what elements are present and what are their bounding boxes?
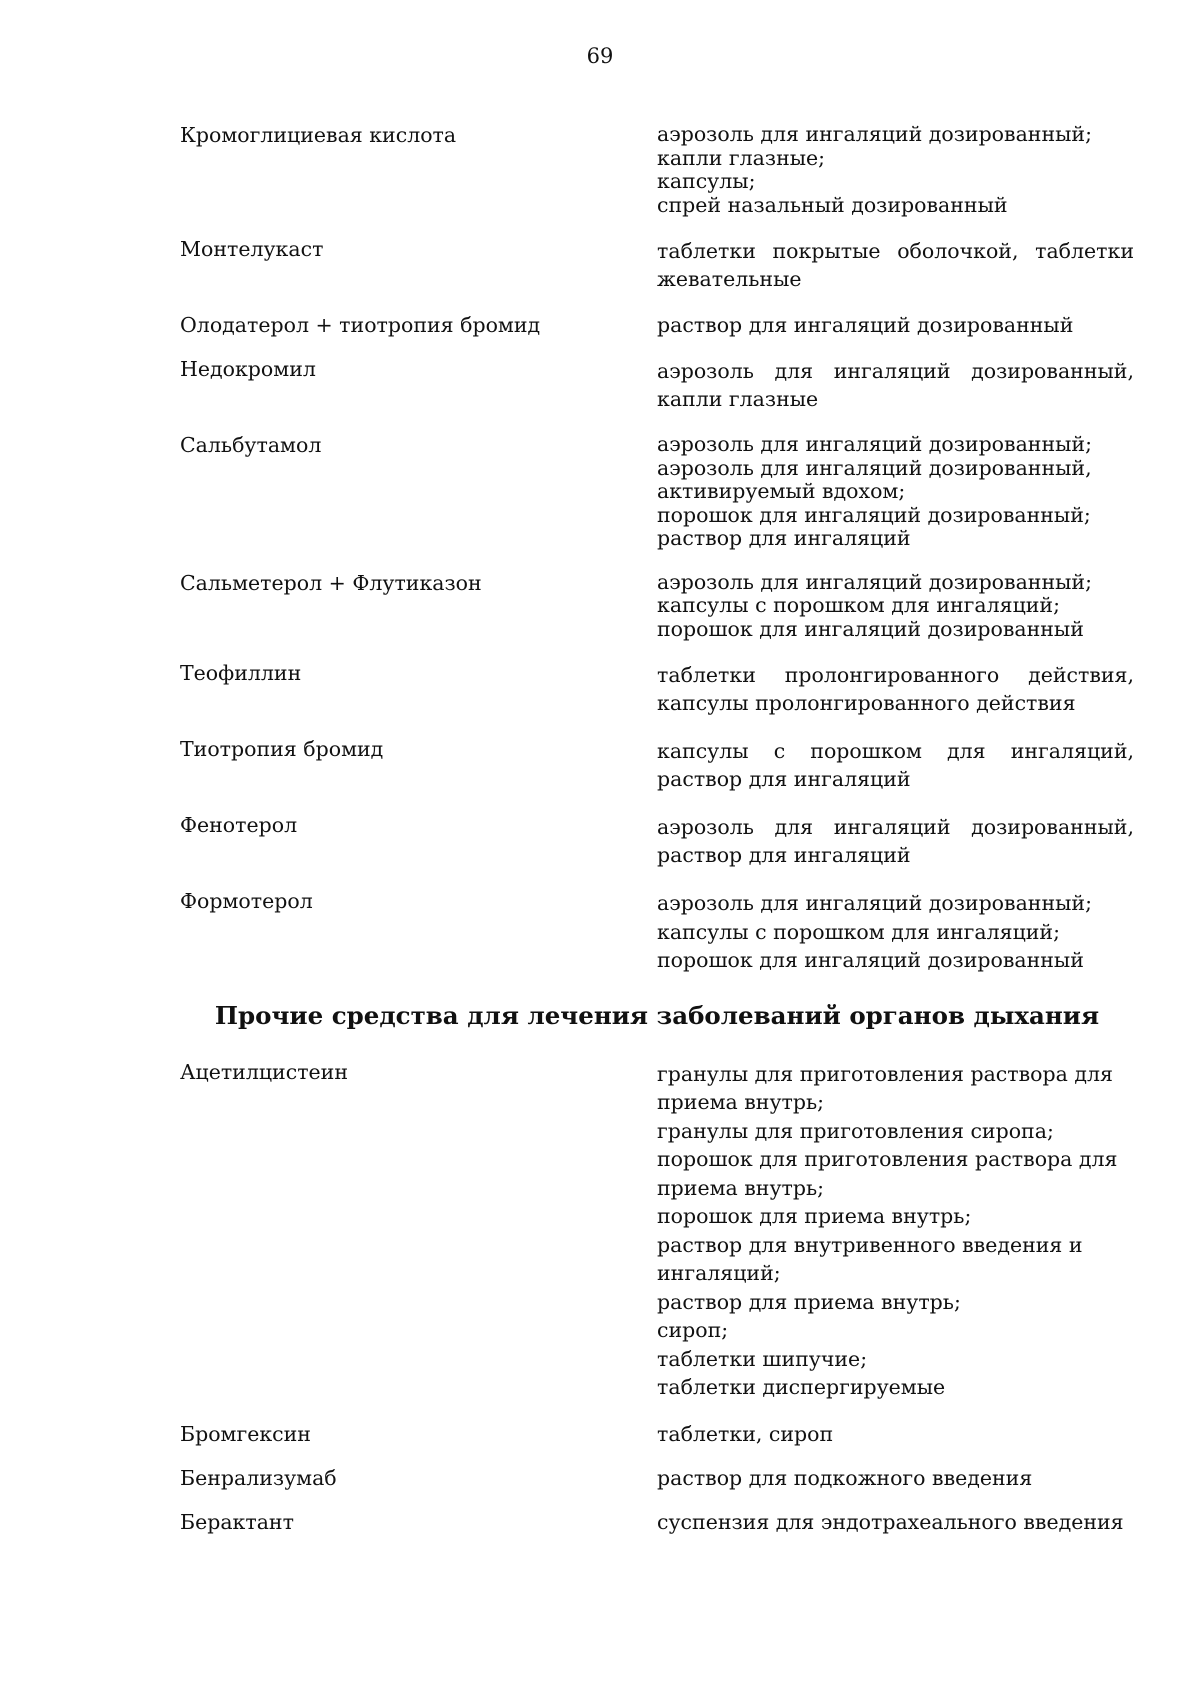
dosage-forms <box>657 813 1134 869</box>
drug-row <box>180 237 1134 293</box>
drug-name: Олодатерол + тиотропия бромид <box>180 313 541 337</box>
dosage-form: капли глазные; <box>657 145 826 170</box>
dosage-form: капсулы с порошком для ингаляций; <box>657 919 1060 944</box>
dosage-form: таблетки пролонгированного действия, капсулы пролонгированного действия <box>657 663 1134 715</box>
dosage-form: спрей назальный дозированный <box>657 192 1008 217</box>
dosage-form: приема внутрь; <box>657 1090 825 1114</box>
dosage-form: раствор для приема внутрь; <box>657 1289 961 1314</box>
dosage-form: аэрозоль для ингаляций дозированный, капли глазные <box>657 359 1134 411</box>
dosage-form: порошок для ингаляций дозированный; <box>657 502 1091 527</box>
drug-row <box>180 1060 1134 1402</box>
dosage-form: приема внутрь; <box>657 1175 825 1200</box>
dosage-form: аэрозоль для ингаляций дозированный, раствор для ингаляций <box>657 815 1134 867</box>
dosage-form: порошок для приема внутрь; <box>657 1204 972 1228</box>
dosage-form: аэрозоль для ингаляций дозированный; <box>657 432 1093 456</box>
page-number: 69 <box>586 44 614 68</box>
dosage-form: таблетки шипучие; <box>657 1346 868 1371</box>
dosage-form: раствор для ингаляций дозированный <box>657 313 1074 337</box>
dosage-forms <box>657 123 1134 217</box>
dosage-form: таблетки, сироп <box>657 1421 834 1446</box>
drug-name: Кромоглициевая кислота <box>180 123 457 147</box>
dosage-form: раствор для внутривенного введения и <box>657 1232 1083 1257</box>
dosage-form: ингаляций; <box>657 1261 781 1285</box>
drug-name: Бенрализумаб <box>180 1465 337 1490</box>
dosage-form: раствор для подкожного введения <box>657 1465 1033 1490</box>
dosage-form: аэрозоль для ингаляций дозированный, <box>657 455 1092 480</box>
drug-row <box>180 433 1134 551</box>
drug-row <box>180 813 1134 869</box>
dosage-forms <box>657 889 1134 975</box>
drug-name: Недокромил <box>180 357 316 381</box>
dosage-form: порошок для ингаляций дозированный <box>657 616 1084 641</box>
drug-name: Сальметерол + Флутиказон <box>180 570 482 595</box>
dosage-form: капсулы с порошком для ингаляций; <box>657 593 1060 617</box>
drug-row <box>180 889 1134 975</box>
dosage-form: таблетки покрытые оболочкой, таблетки жевательные <box>657 239 1134 291</box>
drug-name: Ацетилцистеин <box>180 1059 348 1084</box>
dosage-form: таблетки диспергируемые <box>657 1375 946 1399</box>
dosage-forms <box>657 1060 1134 1402</box>
dosage-form: активируемый вдохом; <box>657 479 906 503</box>
drug-name: Берактант <box>180 1509 294 1534</box>
dosage-form: порошок для ингаляций дозированный <box>657 948 1084 972</box>
drug-name: Сальбутамол <box>180 433 322 457</box>
drug-row <box>180 1422 1134 1446</box>
dosage-forms <box>657 237 1134 293</box>
dosage-forms <box>657 433 1134 551</box>
dosage-forms <box>657 737 1134 793</box>
dosage-form: капсулы с порошком для ингаляций, раствор для ингаляций <box>657 739 1134 791</box>
section-heading: Прочие средства для лечения заболеваний органов дыхания <box>214 1000 1100 1030</box>
dosage-forms <box>657 571 1134 642</box>
drug-row <box>180 357 1134 413</box>
drug-name: Бромгексин <box>180 1421 311 1446</box>
drug-row <box>180 571 1134 642</box>
dosage-forms <box>657 313 1134 337</box>
drug-list <box>180 123 1134 1554</box>
dosage-form: гранулы для приготовления раствора для <box>657 1061 1113 1086</box>
dosage-forms <box>657 1510 1134 1534</box>
dosage-form: гранулы для приготовления сиропа; <box>657 1118 1054 1143</box>
drug-name: Фенотерол <box>180 813 298 837</box>
drug-row <box>180 1466 1134 1490</box>
drug-row <box>180 123 1134 217</box>
drug-row <box>180 313 1134 337</box>
dosage-forms <box>657 1466 1134 1490</box>
dosage-form: порошок для приготовления раствора для <box>657 1147 1118 1171</box>
drug-row <box>180 661 1134 717</box>
drug-row <box>180 737 1134 793</box>
dosage-form: аэрозоль для ингаляций дозированный; <box>657 569 1093 594</box>
dosage-form: аэрозоль для ингаляций дозированный; <box>657 891 1093 915</box>
drug-name: Тиотропия бромид <box>180 737 384 761</box>
dosage-forms <box>657 661 1134 717</box>
dosage-form: раствор для ингаляций <box>657 526 911 550</box>
dosage-forms <box>657 1422 1134 1446</box>
dosage-form: сироп; <box>657 1318 729 1342</box>
dosage-forms <box>657 357 1134 413</box>
dosage-form: суспензия для эндотрахеального введения <box>657 1509 1124 1534</box>
drug-name: Монтелукаст <box>180 237 324 261</box>
drug-name: Теофиллин <box>180 661 302 685</box>
dosage-form: аэрозоль для ингаляций дозированный; <box>657 122 1093 146</box>
dosage-form: капсулы; <box>657 169 756 193</box>
drug-name: Формотерол <box>180 889 313 913</box>
drug-row <box>180 1510 1134 1534</box>
